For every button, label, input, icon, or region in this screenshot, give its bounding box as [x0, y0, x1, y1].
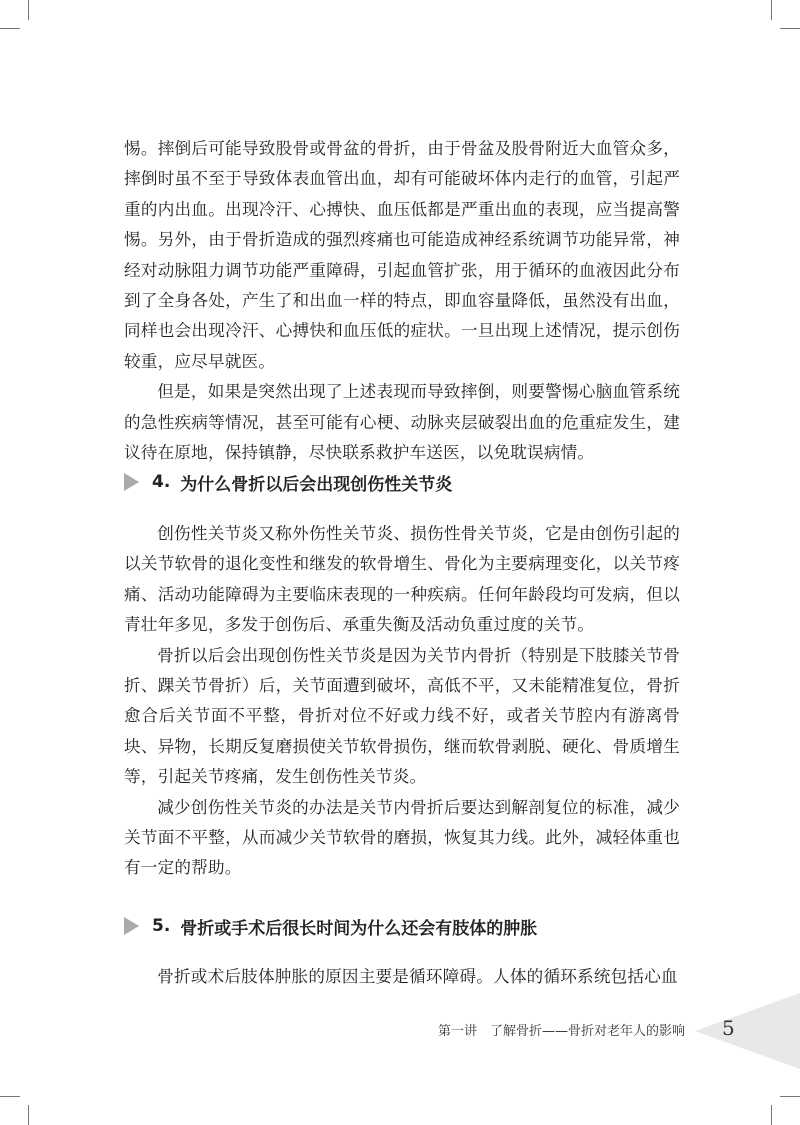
crop-mark — [0, 1096, 20, 1097]
paragraph: 创伤性关节炎又称外伤性关节炎、损伤性骨关节炎，它是由创伤引起的以关节软骨的退化变性和继发的软骨增生、骨化为主要病理变化，以关节疼痛、活动功能障碍为主要临床表现的一种疾病。任何年龄段均可发病，但以青壮年多见，多发于创伤后、承重失衡及活动负重过度的关节。 — [124, 524, 680, 635]
paragraph: 减少创伤性关节炎的办法是关节内骨折后要达到解剖复位的标准，减少关节面不平整，从而减少关节软骨的磨损，恢复其力线。此外，减轻体重也有一定的帮助。 — [124, 797, 680, 878]
crop-mark — [28, 1105, 29, 1125]
section-heading — [124, 467, 452, 497]
crop-mark — [0, 28, 20, 29]
crop-mark — [780, 1096, 800, 1097]
body-text-block — [124, 134, 680, 468]
section-title: 为什么骨折以后会出现创伤性关节炎 — [180, 474, 453, 495]
section-heading — [124, 911, 537, 941]
triangle-marker-icon — [124, 917, 139, 935]
crop-mark — [780, 28, 800, 29]
paragraph: 但是，如果是突然出现了上述表现而导致摔倒，则要警惕心脑血管系统的急性疾病等情况，甚至可能有心梗、动脉夹层破裂出血的危重症发生，建议待在原地，保持镇静，尽快联系救护车送医，以免耽误病情。 — [124, 382, 680, 463]
running-title: 第一讲 了解骨折——骨折对老年人的影响 — [438, 1024, 686, 1039]
triangle-marker-icon — [124, 473, 139, 491]
section-number: 5. — [152, 916, 171, 936]
body-text-block — [124, 519, 680, 884]
footer-tab-shape — [695, 993, 800, 1069]
section-title: 骨折或手术后很长时间为什么还会有肢体的肿胀 — [180, 918, 538, 939]
crop-mark — [28, 0, 29, 20]
crop-mark — [771, 1105, 772, 1125]
paragraph: 骨折以后会出现创伤性关节炎是因为关节内骨折（特别是下肢膝关节骨折、踝关节骨折）后，关节面遭到破坏，高低不平，又未能精准复位，骨折愈合后关节面不平整，骨折对位不好或力线不好，或者关节腔内有游离骨块、异物，长期反复磨损使关节软骨损伤，继而软骨剥脱、硬化、骨质增生等，引起关节疼痛，发生创伤性关节炎。 — [124, 645, 680, 787]
body-text-block — [124, 962, 680, 992]
page-number: 5 — [722, 1016, 735, 1040]
section-number: 4. — [152, 472, 171, 492]
crop-mark — [771, 0, 772, 20]
paragraph: 骨折或术后肢体肿胀的原因主要是循环障碍。人体的循环系统包括心血 — [157, 967, 678, 986]
paragraph: 惕。摔倒后可能导致股骨或骨盆的骨折，由于骨盆及股骨附近大血管众多，摔倒时虽不至于导致体表血管出血，却有可能破坏体内走行的血管，引起严重的内出血。出现冷汗、心搏快、血压低都是严重出血的表现，应当提高警惕。另外，由于骨折造成的强烈疼痛也可能造成神经系统调节功能异常，神经对动脉阻力调节功能严重障碍，引起血管扩张，用于循环的血液因此分布到了全身各处，产生了和出血一样的特点，即血容量降低，虽然没有出血，同样也会出现冷汗、心搏快和血压低的症状。一旦出现上述情况，提示创伤较重，应尽早就医。 — [124, 139, 680, 371]
